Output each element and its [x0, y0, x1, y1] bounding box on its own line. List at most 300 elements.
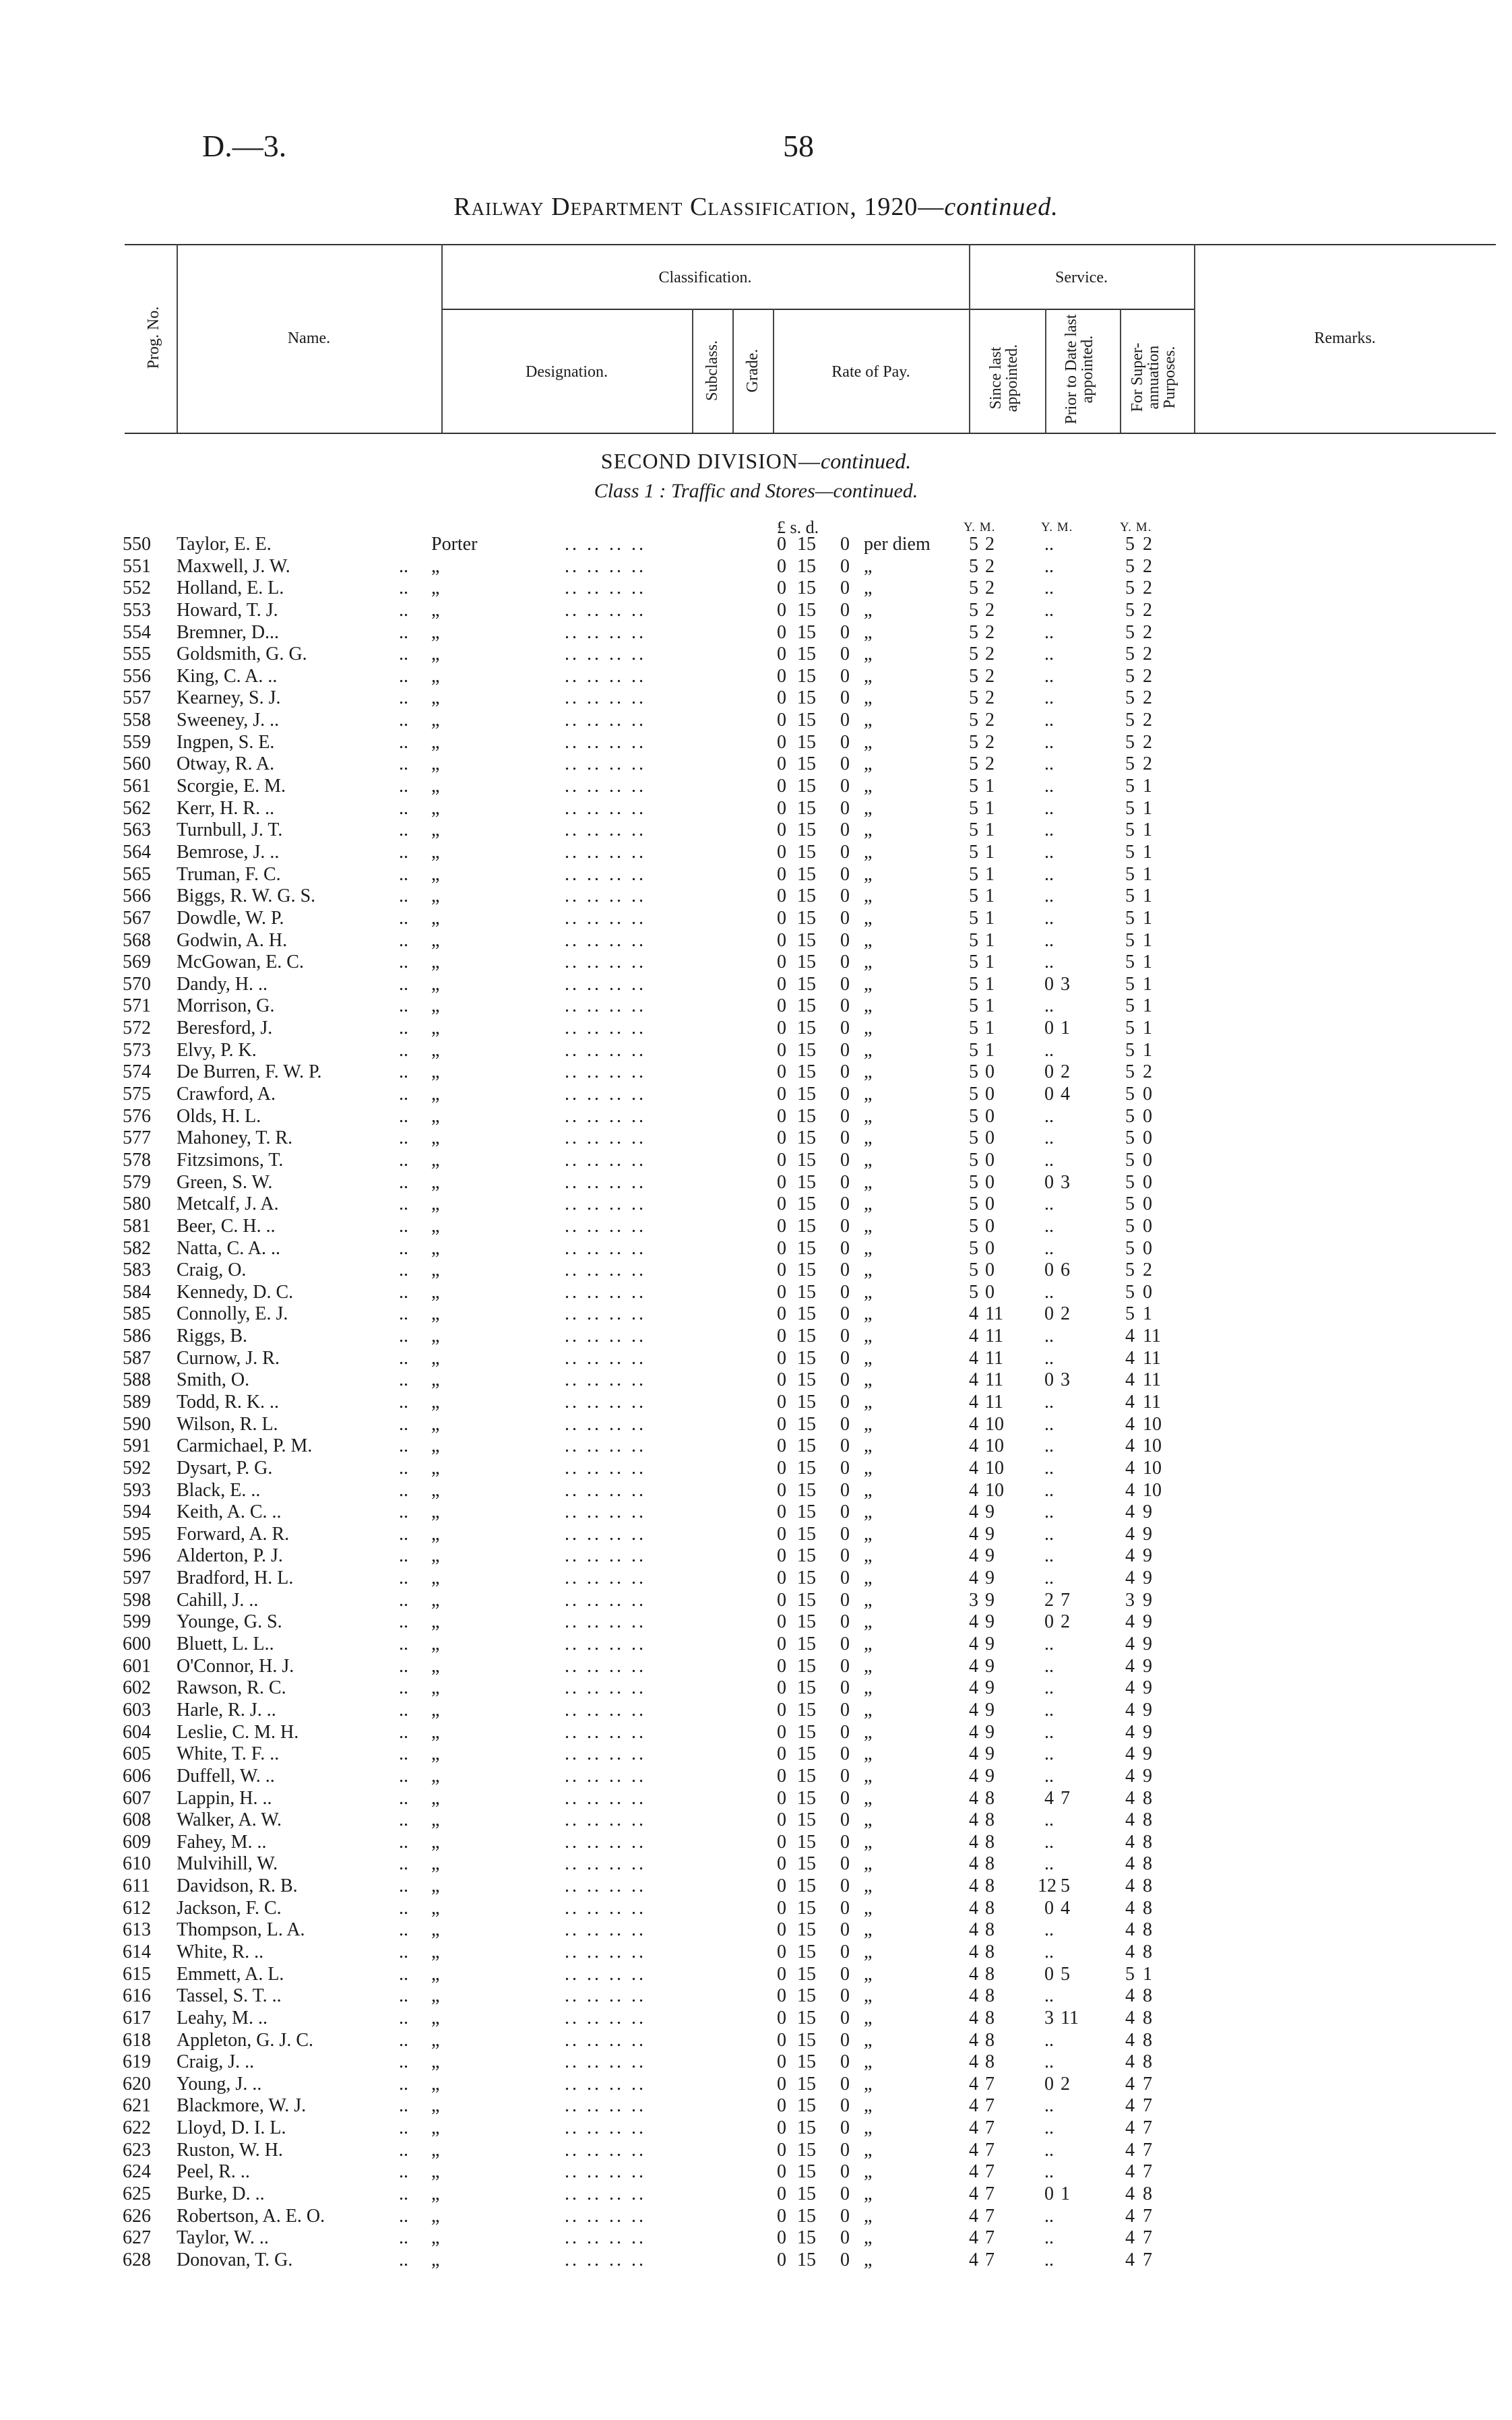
rate-shillings: 15: [797, 1149, 816, 1171]
table-row: [0, 1524, 1512, 1546]
rate-pounds: 0: [777, 2205, 786, 2227]
since-years: 5: [969, 1149, 978, 1171]
super-months: 8: [1143, 1985, 1152, 2007]
rate-shillings: 15: [797, 1721, 816, 1743]
rate-pence: 0: [840, 2183, 850, 2205]
super-months: 0: [1143, 1171, 1152, 1193]
rate-pence: 0: [840, 1018, 850, 1039]
leader-dots-designation: .. .. .. ..: [565, 1061, 646, 1083]
employee-name: Mahoney, T. R.: [177, 1127, 293, 1149]
super-months: 8: [1143, 1919, 1152, 1941]
prior-years: ..: [1044, 1634, 1054, 1655]
prog-number: 602: [123, 1677, 151, 1699]
super-months: 1: [1143, 797, 1152, 819]
employee-name: Dowdle, W. P.: [177, 907, 284, 929]
designation: „: [431, 1237, 440, 1259]
table-row: [0, 2161, 1512, 2183]
super-years: 4: [1125, 1435, 1135, 1457]
leader-dots: ..: [399, 1985, 408, 2007]
designation: „: [431, 1149, 440, 1171]
super-months: 0: [1143, 1281, 1152, 1303]
prog-number: 552: [123, 578, 151, 599]
rate-shillings: 15: [797, 1479, 816, 1501]
leader-dots-designation: .. .. .. ..: [565, 1149, 646, 1171]
super-months: 8: [1143, 2183, 1152, 2205]
leader-dots: ..: [399, 1743, 408, 1765]
leader-dots-designation: .. .. .. ..: [565, 1897, 646, 1919]
rate-unit: „: [864, 2227, 873, 2249]
since-months: 2: [985, 621, 995, 643]
since-years: 4: [969, 1677, 978, 1699]
rate-pounds: 0: [777, 2073, 786, 2095]
prior-years: 0: [1044, 1171, 1054, 1193]
table-row: [0, 1875, 1512, 1898]
rate-unit: „: [864, 819, 873, 841]
super-months: 9: [1143, 1568, 1152, 1589]
designation: „: [431, 886, 440, 907]
prior-years: ..: [1044, 1501, 1054, 1523]
prior-years: ..: [1044, 1765, 1054, 1787]
table-row: [0, 952, 1512, 974]
rate-unit: „: [864, 1655, 873, 1677]
employee-name: Dysart, P. G.: [177, 1457, 273, 1479]
super-years: 4: [1125, 1391, 1135, 1413]
rate-unit: „: [864, 995, 873, 1017]
since-months: 11: [985, 1391, 1003, 1413]
since-years: 4: [969, 1942, 978, 1962]
rate-pence: 0: [840, 995, 850, 1017]
rate-pounds: 0: [777, 710, 786, 731]
leader-dots-designation: .. .. .. ..: [565, 1699, 646, 1720]
table-row: [0, 995, 1512, 1018]
leader-dots: ..: [399, 1589, 408, 1611]
since-months: 9: [985, 1568, 995, 1589]
leader-dots: ..: [399, 776, 408, 797]
designation: „: [431, 1303, 440, 1325]
rate-shillings: 15: [797, 1677, 816, 1699]
prior-years: ..: [1044, 1699, 1054, 1720]
leader-dots: ..: [399, 1435, 408, 1457]
rate-shillings: 15: [797, 1326, 816, 1347]
super-months: 7: [1143, 2227, 1152, 2249]
since-months: 7: [985, 2117, 995, 2139]
rate-pounds: 0: [777, 1655, 786, 1677]
prog-number: 557: [123, 687, 151, 709]
table-row: [0, 622, 1512, 644]
since-years: 5: [969, 687, 978, 709]
leader-dots-designation: .. .. .. ..: [565, 1457, 646, 1479]
employee-name: Peel, R. ..: [177, 2161, 250, 2183]
rate-unit: „: [864, 1765, 873, 1787]
rate-pence: 0: [840, 929, 850, 951]
since-months: 9: [985, 1655, 995, 1677]
prior-months: 6: [1061, 1260, 1070, 1281]
super-years: 5: [1125, 1149, 1135, 1171]
prog-number: 622: [123, 2117, 151, 2139]
rate-pounds: 0: [777, 1743, 786, 1765]
table-row: [0, 1282, 1512, 1304]
designation: „: [431, 1326, 440, 1347]
prior-years: ..: [1044, 731, 1054, 753]
rate-shillings: 15: [797, 819, 816, 841]
super-months: 0: [1143, 1237, 1152, 1259]
prog-number: 600: [123, 1634, 151, 1655]
rate-unit: „: [864, 1919, 873, 1941]
super-months: 1: [1143, 929, 1152, 951]
since-years: 4: [969, 1479, 978, 1501]
table-row: [0, 666, 1512, 688]
employee-name: Natta, C. A. ..: [177, 1237, 280, 1259]
since-months: 8: [985, 1919, 995, 1941]
employee-name: Curnow, J. R.: [177, 1347, 280, 1369]
rate-shillings: 15: [797, 1237, 816, 1259]
leader-dots: ..: [399, 1347, 408, 1369]
prog-number: 587: [123, 1347, 151, 1369]
table-row: [0, 1611, 1512, 1634]
leader-dots: ..: [399, 863, 408, 885]
since-years: 5: [969, 710, 978, 731]
table-row: [0, 556, 1512, 578]
prog-number: 621: [123, 2095, 151, 2117]
rate-shillings: 15: [797, 2007, 816, 2028]
leader-dots: ..: [399, 753, 408, 775]
table-row: [0, 1722, 1512, 1744]
designation: „: [431, 1413, 440, 1435]
rate-pence: 0: [840, 1260, 850, 1281]
leader-dots: ..: [399, 1897, 408, 1919]
table-row: [0, 1809, 1512, 1832]
prog-number: 582: [123, 1237, 151, 1259]
table-row: [0, 2206, 1512, 2228]
prior-years: ..: [1044, 886, 1054, 907]
super-months: 2: [1143, 710, 1152, 731]
leader-dots-designation: .. .. .. ..: [565, 687, 646, 709]
table-top-rule: [125, 244, 1496, 245]
leader-dots: ..: [399, 731, 408, 753]
since-years: 4: [969, 1326, 978, 1347]
super-years: 4: [1125, 2161, 1135, 2183]
prior-years: 0: [1044, 973, 1054, 995]
employee-name: O'Connor, H. J.: [177, 1655, 294, 1677]
prior-years: ..: [1044, 534, 1054, 555]
designation: „: [431, 1853, 440, 1875]
employee-name: Forward, A. R.: [177, 1523, 290, 1545]
since-years: 4: [969, 2249, 978, 2270]
super-years: 4: [1125, 2205, 1135, 2227]
prog-number: 611: [123, 1875, 150, 1897]
leader-dots-designation: .. .. .. ..: [565, 886, 646, 907]
rate-unit: „: [864, 1985, 873, 2007]
rate-pence: 0: [840, 1171, 850, 1193]
service-units-super: Y. M.: [1120, 520, 1152, 534]
rate-unit: „: [864, 929, 873, 951]
since-years: 5: [969, 1061, 978, 1083]
prog-number: 561: [123, 776, 151, 797]
table-row: [0, 1942, 1512, 1964]
rate-unit: „: [864, 1435, 873, 1457]
leader-dots: ..: [399, 710, 408, 731]
leader-dots-designation: .. .. .. ..: [565, 2095, 646, 2117]
rate-unit: „: [864, 2139, 873, 2161]
table-row: [0, 1303, 1512, 1326]
col-divider: [692, 309, 693, 433]
employee-name: Kennedy, D. C.: [177, 1281, 294, 1303]
leader-dots: ..: [399, 886, 408, 907]
employee-name: Robertson, A. E. O.: [177, 2205, 325, 2227]
rate-shillings: 15: [797, 2073, 816, 2095]
table-row: [0, 2140, 1512, 2162]
rate-unit: „: [864, 2095, 873, 2117]
rate-pence: 0: [840, 1963, 850, 1985]
leader-dots-designation: .. .. .. ..: [565, 1919, 646, 1941]
super-months: 2: [1143, 665, 1152, 687]
since-months: 0: [985, 1149, 995, 1171]
employee-name: Otway, R. A.: [177, 753, 275, 775]
designation: „: [431, 1589, 440, 1611]
designation: „: [431, 2029, 440, 2051]
leader-dots: ..: [399, 1084, 408, 1105]
super-months: 10: [1143, 1435, 1162, 1457]
leader-dots: ..: [399, 1875, 408, 1897]
designation: „: [431, 644, 440, 665]
prior-years: ..: [1044, 2051, 1054, 2073]
prior-years: ..: [1044, 2249, 1054, 2270]
prior-months: 5: [1061, 1875, 1070, 1897]
since-months: 8: [985, 2029, 995, 2051]
employee-name: Metcalf, J. A.: [177, 1193, 279, 1215]
rate-pounds: 0: [777, 1281, 786, 1303]
designation: „: [431, 1875, 440, 1897]
designation: „: [431, 1215, 440, 1237]
leader-dots-designation: .. .. .. ..: [565, 1875, 646, 1897]
since-months: 9: [985, 1611, 995, 1633]
super-years: 5: [1125, 1084, 1135, 1105]
prior-years: ..: [1044, 555, 1054, 577]
prior-months: 7: [1061, 1589, 1070, 1611]
rate-pounds: 0: [777, 1105, 786, 1127]
leader-dots-designation: .. .. .. ..: [565, 710, 646, 731]
rate-shillings: 15: [797, 1413, 816, 1435]
leader-dots-designation: .. .. .. ..: [565, 2073, 646, 2095]
rate-pounds: 0: [777, 1435, 786, 1457]
designation: „: [431, 687, 440, 709]
table-row: [0, 1985, 1512, 2008]
prior-years: ..: [1044, 1677, 1054, 1699]
super-years: 5: [1125, 1193, 1135, 1215]
rate-shillings: 15: [797, 1501, 816, 1523]
designation: „: [431, 1105, 440, 1127]
rate-shillings: 15: [797, 907, 816, 929]
prior-years: ..: [1044, 710, 1054, 731]
rate-shillings: 15: [797, 1105, 816, 1127]
super-years: 5: [1125, 1039, 1135, 1061]
rate-shillings: 15: [797, 929, 816, 951]
designation: Porter: [431, 534, 478, 555]
prior-years: ..: [1044, 1942, 1054, 1962]
designation: „: [431, 929, 440, 951]
prog-number: 609: [123, 1831, 151, 1853]
prior-years: 4: [1044, 1787, 1054, 1809]
since-months: 1: [985, 973, 995, 995]
designation: „: [431, 731, 440, 753]
leader-dots: ..: [399, 2161, 408, 2183]
rate-pence: 0: [840, 1457, 850, 1479]
leader-dots: ..: [399, 1655, 408, 1677]
employee-name: Olds, H. L.: [177, 1105, 261, 1127]
prog-number: 597: [123, 1568, 151, 1589]
employee-name: Todd, R. K. ..: [177, 1391, 280, 1413]
rate-unit: „: [864, 1171, 873, 1193]
leader-dots: ..: [399, 2051, 408, 2073]
since-months: 10: [985, 1457, 1004, 1479]
employee-name: Morrison, G.: [177, 995, 275, 1017]
leader-dots-designation: .. .. .. ..: [565, 1831, 646, 1853]
since-months: 11: [985, 1303, 1003, 1325]
employee-name: Crawford, A.: [177, 1084, 276, 1105]
prior-years: ..: [1044, 952, 1054, 973]
leader-dots-designation: .. .. .. ..: [565, 534, 646, 555]
super-years: 4: [1125, 1897, 1135, 1919]
super-years: 4: [1125, 2095, 1135, 2117]
since-years: 4: [969, 1501, 978, 1523]
designation: „: [431, 1677, 440, 1699]
table-row: [0, 710, 1512, 732]
employee-name: Riggs, B.: [177, 1326, 248, 1347]
leader-dots-designation: .. .. .. ..: [565, 578, 646, 599]
super-months: 9: [1143, 1677, 1152, 1699]
employee-name: Ingpen, S. E.: [177, 731, 275, 753]
super-years: 4: [1125, 1787, 1135, 1809]
designation: „: [431, 1634, 440, 1655]
rate-pounds: 0: [777, 1369, 786, 1391]
super-years: 3: [1125, 1589, 1135, 1611]
leader-dots: ..: [399, 1105, 408, 1127]
prog-number: 566: [123, 886, 151, 907]
super-years: 5: [1125, 599, 1135, 621]
rate-unit: „: [864, 1105, 873, 1127]
designation: „: [431, 2051, 440, 2073]
prior-months: 4: [1061, 1084, 1070, 1105]
prog-number: 570: [123, 973, 151, 995]
prior-years: ..: [1044, 776, 1054, 797]
rate-pence: 0: [840, 819, 850, 841]
designation: „: [431, 1501, 440, 1523]
employee-name: Dandy, H. ..: [177, 973, 268, 995]
since-years: 4: [969, 1787, 978, 1809]
employee-name: Howard, T. J.: [177, 599, 278, 621]
prog-number: 613: [123, 1919, 151, 1941]
designation: „: [431, 995, 440, 1017]
prog-number: 627: [123, 2227, 151, 2249]
since-years: 5: [969, 731, 978, 753]
rate-shillings: 15: [797, 841, 816, 863]
rate-shillings: 15: [797, 687, 816, 709]
prior-months: 11: [1061, 2007, 1079, 2028]
super-months: 11: [1143, 1326, 1161, 1347]
prior-years: 0: [1044, 2073, 1054, 2095]
since-years: 4: [969, 1963, 978, 1985]
rate-shillings: 15: [797, 710, 816, 731]
rate-pence: 0: [840, 973, 850, 995]
rate-shillings: 15: [797, 599, 816, 621]
employee-name: Kerr, H. R. ..: [177, 797, 275, 819]
table-row: [0, 1150, 1512, 1172]
employee-name: Beer, C. H. ..: [177, 1215, 276, 1237]
prog-number: 608: [123, 1809, 151, 1831]
rate-unit: „: [864, 644, 873, 665]
prog-number: 620: [123, 2073, 151, 2095]
rate-pounds: 0: [777, 1611, 786, 1633]
prior-months: 4: [1061, 1897, 1070, 1919]
since-years: 4: [969, 1347, 978, 1369]
super-months: 1: [1143, 863, 1152, 885]
rate-unit: „: [864, 621, 873, 643]
employee-name: Truman, F. C.: [177, 863, 281, 885]
since-years: 4: [969, 1985, 978, 2007]
super-months: 9: [1143, 1765, 1152, 1787]
leader-dots: ..: [399, 2095, 408, 2117]
prog-number: 585: [123, 1303, 151, 1325]
super-months: 10: [1143, 1479, 1162, 1501]
prior-years: ..: [1044, 2227, 1054, 2249]
employee-name: Fitzsimons, T.: [177, 1149, 284, 1171]
rate-pence: 0: [840, 1347, 850, 1369]
designation: „: [431, 1897, 440, 1919]
table-row: [0, 2095, 1512, 2117]
super-years: 4: [1125, 1677, 1135, 1699]
rate-pence: 0: [840, 1809, 850, 1831]
rate-unit: „: [864, 599, 873, 621]
leader-dots-designation: .. .. .. ..: [565, 644, 646, 665]
since-years: 4: [969, 1435, 978, 1457]
prog-number: 628: [123, 2249, 151, 2270]
employee-name: Duffell, W. ..: [177, 1765, 275, 1787]
super-months: 1: [1143, 1018, 1152, 1039]
rate-pounds: 0: [777, 995, 786, 1017]
prog-number: 583: [123, 1260, 151, 1281]
rate-pence: 0: [840, 1326, 850, 1347]
super-months: 0: [1143, 1105, 1152, 1127]
designation: „: [431, 2117, 440, 2139]
rate-pence: 0: [840, 2095, 850, 2117]
header-remarks: Remarks.: [1314, 330, 1376, 347]
prog-number: 571: [123, 995, 151, 1017]
leader-dots-designation: .. .. .. ..: [565, 1105, 646, 1127]
prior-years: ..: [1044, 2117, 1054, 2139]
rate-shillings: 15: [797, 863, 816, 885]
super-years: 5: [1125, 995, 1135, 1017]
division-continued: continued.: [821, 449, 912, 473]
super-years: 5: [1125, 797, 1135, 819]
prog-number: 554: [123, 621, 151, 643]
prior-years: ..: [1044, 1149, 1054, 1171]
rate-pounds: 0: [777, 952, 786, 973]
rate-pence: 0: [840, 2117, 850, 2139]
rate-unit: „: [864, 2161, 873, 2183]
rate-pence: 0: [840, 1985, 850, 2007]
since-months: 7: [985, 2183, 995, 2205]
leader-dots-designation: .. .. .. ..: [565, 863, 646, 885]
prog-number: 560: [123, 753, 151, 775]
since-months: 10: [985, 1413, 1004, 1435]
leader-dots: ..: [399, 1545, 408, 1567]
since-months: 9: [985, 1523, 995, 1545]
prog-number: 607: [123, 1787, 151, 1809]
designation: „: [431, 1523, 440, 1545]
since-months: 8: [985, 1809, 995, 1831]
designation: „: [431, 2095, 440, 2117]
rate-shillings: 15: [797, 1568, 816, 1589]
